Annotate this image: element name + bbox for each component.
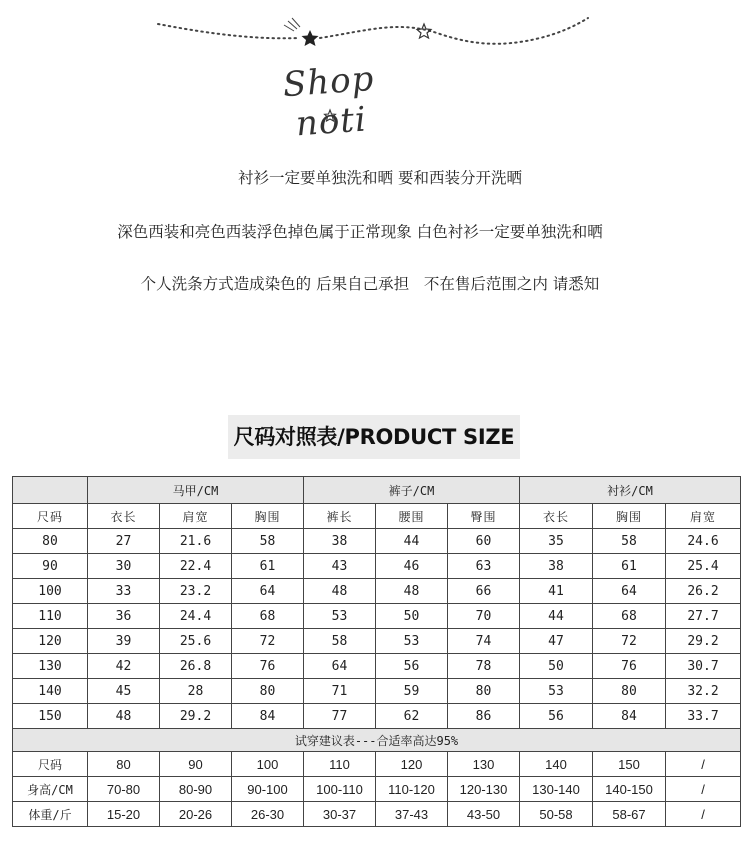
fit-value-cell: 26-30 xyxy=(232,802,304,827)
notice-line-2: 深色西装和亮色西装浮色掉色属于正常现象 白色衬衫一定要单独洗和晒 xyxy=(117,223,603,241)
column-header-cell: 臀围 xyxy=(448,504,520,529)
measurement-cell: 22.4 xyxy=(160,554,232,579)
measurement-cell: 70 xyxy=(448,604,520,629)
column-header-cell: 肩宽 xyxy=(666,504,741,529)
measurement-cell: 80 xyxy=(232,679,304,704)
column-header-cell: 胸围 xyxy=(593,504,666,529)
measurement-cell: 84 xyxy=(593,704,666,729)
measurement-cell: 72 xyxy=(232,629,304,654)
measurement-cell: 44 xyxy=(520,604,593,629)
brand-logo-text: Shop noti xyxy=(281,58,376,145)
measurement-cell: 35 xyxy=(520,529,593,554)
measurement-cell: 24.6 xyxy=(666,529,741,554)
fit-row-label: 尺码 xyxy=(13,752,88,777)
measurement-cell: 53 xyxy=(520,679,593,704)
group-header-shirt: 衬衫/CM xyxy=(520,477,741,504)
measurement-cell: 29.2 xyxy=(666,629,741,654)
star-icon-filled xyxy=(302,30,319,46)
column-header-cell: 胸围 xyxy=(232,504,304,529)
measurement-cell: 21.6 xyxy=(160,529,232,554)
fit-value-cell: 30-37 xyxy=(304,802,376,827)
star-icon-outline xyxy=(417,24,431,38)
measurement-cell: 62 xyxy=(376,704,448,729)
column-header-cell: 衣长 xyxy=(88,504,160,529)
size-row xyxy=(13,604,741,629)
fit-value-cell: 15-20 xyxy=(88,802,160,827)
measurement-cell: 60 xyxy=(448,529,520,554)
measurement-cell: 50 xyxy=(376,604,448,629)
measurement-cell: 71 xyxy=(304,679,376,704)
column-header-cell: 腰围 xyxy=(376,504,448,529)
size-row xyxy=(13,579,741,604)
corner-cell xyxy=(13,477,88,504)
measurement-cell: 59 xyxy=(376,679,448,704)
measurement-cell: 25.6 xyxy=(160,629,232,654)
measurement-cell: 64 xyxy=(232,579,304,604)
size-row xyxy=(13,704,741,729)
measurement-cell: 32.2 xyxy=(666,679,741,704)
fit-value-cell: 110-120 xyxy=(376,777,448,802)
column-header-cell: 衣长 xyxy=(520,504,593,529)
dotted-swoosh-left xyxy=(158,24,300,38)
size-label-cell: 110 xyxy=(13,604,88,629)
fit-value-cell: 90-100 xyxy=(232,777,304,802)
measurement-cell: 25.4 xyxy=(666,554,741,579)
fit-value-cell: 80 xyxy=(88,752,160,777)
column-header-row xyxy=(13,504,741,529)
size-row xyxy=(13,629,741,654)
size-label-cell: 140 xyxy=(13,679,88,704)
fit-value-cell: 140 xyxy=(520,752,593,777)
fit-row xyxy=(13,802,741,827)
fit-value-cell: 70-80 xyxy=(88,777,160,802)
measurement-cell: 68 xyxy=(593,604,666,629)
size-label-cell: 80 xyxy=(13,529,88,554)
measurement-cell: 24.4 xyxy=(160,604,232,629)
measurement-cell: 23.2 xyxy=(160,579,232,604)
measurement-cell: 61 xyxy=(232,554,304,579)
column-header-cell: 裤长 xyxy=(304,504,376,529)
fit-value-cell: 120 xyxy=(376,752,448,777)
fit-value-cell: 20-26 xyxy=(160,802,232,827)
measurement-cell: 27.7 xyxy=(666,604,741,629)
fit-value-cell: 130 xyxy=(448,752,520,777)
measurement-cell: 58 xyxy=(304,629,376,654)
measurement-cell: 78 xyxy=(448,654,520,679)
fit-value-cell: 140-150 xyxy=(593,777,666,802)
size-row xyxy=(13,654,741,679)
measurement-cell: 46 xyxy=(376,554,448,579)
measurement-cell: 86 xyxy=(448,704,520,729)
size-chart-table xyxy=(12,476,741,827)
measurement-cell: 66 xyxy=(448,579,520,604)
notice-line-3: 个人洗条方式造成染色的 后果自己承担 不在售后范围之内 请悉知 xyxy=(140,275,600,293)
measurement-cell: 56 xyxy=(376,654,448,679)
measurement-cell: 44 xyxy=(376,529,448,554)
measurement-cell: 39 xyxy=(88,629,160,654)
fit-row xyxy=(13,777,741,802)
measurement-cell: 58 xyxy=(593,529,666,554)
measurement-cell: 61 xyxy=(593,554,666,579)
measurement-cell: 28 xyxy=(160,679,232,704)
measurement-cell: 80 xyxy=(593,679,666,704)
measurement-cell: 48 xyxy=(376,579,448,604)
fit-value-cell: / xyxy=(666,802,741,827)
fit-value-cell: 50-58 xyxy=(520,802,593,827)
measurement-cell: 43 xyxy=(304,554,376,579)
fit-value-cell: 90 xyxy=(160,752,232,777)
measurement-cell: 74 xyxy=(448,629,520,654)
size-label-cell: 120 xyxy=(13,629,88,654)
fit-row-label: 体重/斤 xyxy=(13,802,88,827)
measurement-cell: 42 xyxy=(88,654,160,679)
measurement-cell: 76 xyxy=(232,654,304,679)
fit-value-cell: 100-110 xyxy=(304,777,376,802)
measurement-cell: 33 xyxy=(88,579,160,604)
fit-value-cell: / xyxy=(666,777,741,802)
notice-line-1: 衬衫一定要单独洗和晒 要和西装分开洗晒 xyxy=(238,169,522,187)
measurement-cell: 29.2 xyxy=(160,704,232,729)
measurement-cell: 56 xyxy=(520,704,593,729)
measurement-cell: 30 xyxy=(88,554,160,579)
measurement-cell: 45 xyxy=(88,679,160,704)
measurement-cell: 58 xyxy=(232,529,304,554)
fit-value-cell: 120-130 xyxy=(448,777,520,802)
size-label-cell: 100 xyxy=(13,579,88,604)
fit-value-cell: 100 xyxy=(232,752,304,777)
section-title: 尺码对照表/PRODUCT SIZE xyxy=(228,415,520,459)
measurement-cell: 47 xyxy=(520,629,593,654)
measurement-cell: 50 xyxy=(520,654,593,679)
size-row xyxy=(13,679,741,704)
fit-row-label: 身高/CM xyxy=(13,777,88,802)
measurement-cell: 53 xyxy=(304,604,376,629)
measurement-cell: 68 xyxy=(232,604,304,629)
size-row xyxy=(13,554,741,579)
fit-table-title: 试穿建议表---合适率高达95% xyxy=(13,729,741,752)
measurement-cell: 77 xyxy=(304,704,376,729)
star-trail-lines xyxy=(284,18,300,31)
fit-row xyxy=(13,752,741,777)
measurement-cell: 41 xyxy=(520,579,593,604)
fit-value-cell: 110 xyxy=(304,752,376,777)
column-header-cell: 尺码 xyxy=(13,504,88,529)
group-header-vest: 马甲/CM xyxy=(88,477,304,504)
measurement-cell: 64 xyxy=(593,579,666,604)
column-header-cell: 肩宽 xyxy=(160,504,232,529)
group-header-row xyxy=(13,477,741,504)
measurement-cell: 63 xyxy=(448,554,520,579)
measurement-cell: 48 xyxy=(88,704,160,729)
fit-table-title-row xyxy=(13,729,741,752)
group-header-pants: 裤子/CM xyxy=(304,477,520,504)
measurement-cell: 76 xyxy=(593,654,666,679)
fit-value-cell: 130-140 xyxy=(520,777,593,802)
measurement-cell: 33.7 xyxy=(666,704,741,729)
measurement-cell: 36 xyxy=(88,604,160,629)
measurement-cell: 64 xyxy=(304,654,376,679)
fit-value-cell: 150 xyxy=(593,752,666,777)
measurement-cell: 38 xyxy=(520,554,593,579)
dotted-swoosh-right xyxy=(320,18,588,44)
measurement-cell: 38 xyxy=(304,529,376,554)
size-label-cell: 130 xyxy=(13,654,88,679)
size-label-cell: 150 xyxy=(13,704,88,729)
fit-value-cell: 58-67 xyxy=(593,802,666,827)
measurement-cell: 72 xyxy=(593,629,666,654)
fit-value-cell: 43-50 xyxy=(448,802,520,827)
size-row xyxy=(13,529,741,554)
fit-value-cell: 37-43 xyxy=(376,802,448,827)
measurement-cell: 26.8 xyxy=(160,654,232,679)
measurement-cell: 80 xyxy=(448,679,520,704)
measurement-cell: 48 xyxy=(304,579,376,604)
measurement-cell: 26.2 xyxy=(666,579,741,604)
size-label-cell: 90 xyxy=(13,554,88,579)
measurement-cell: 27 xyxy=(88,529,160,554)
measurement-cell: 84 xyxy=(232,704,304,729)
fit-value-cell: / xyxy=(666,752,741,777)
fit-value-cell: 80-90 xyxy=(160,777,232,802)
measurement-cell: 30.7 xyxy=(666,654,741,679)
measurement-cell: 53 xyxy=(376,629,448,654)
